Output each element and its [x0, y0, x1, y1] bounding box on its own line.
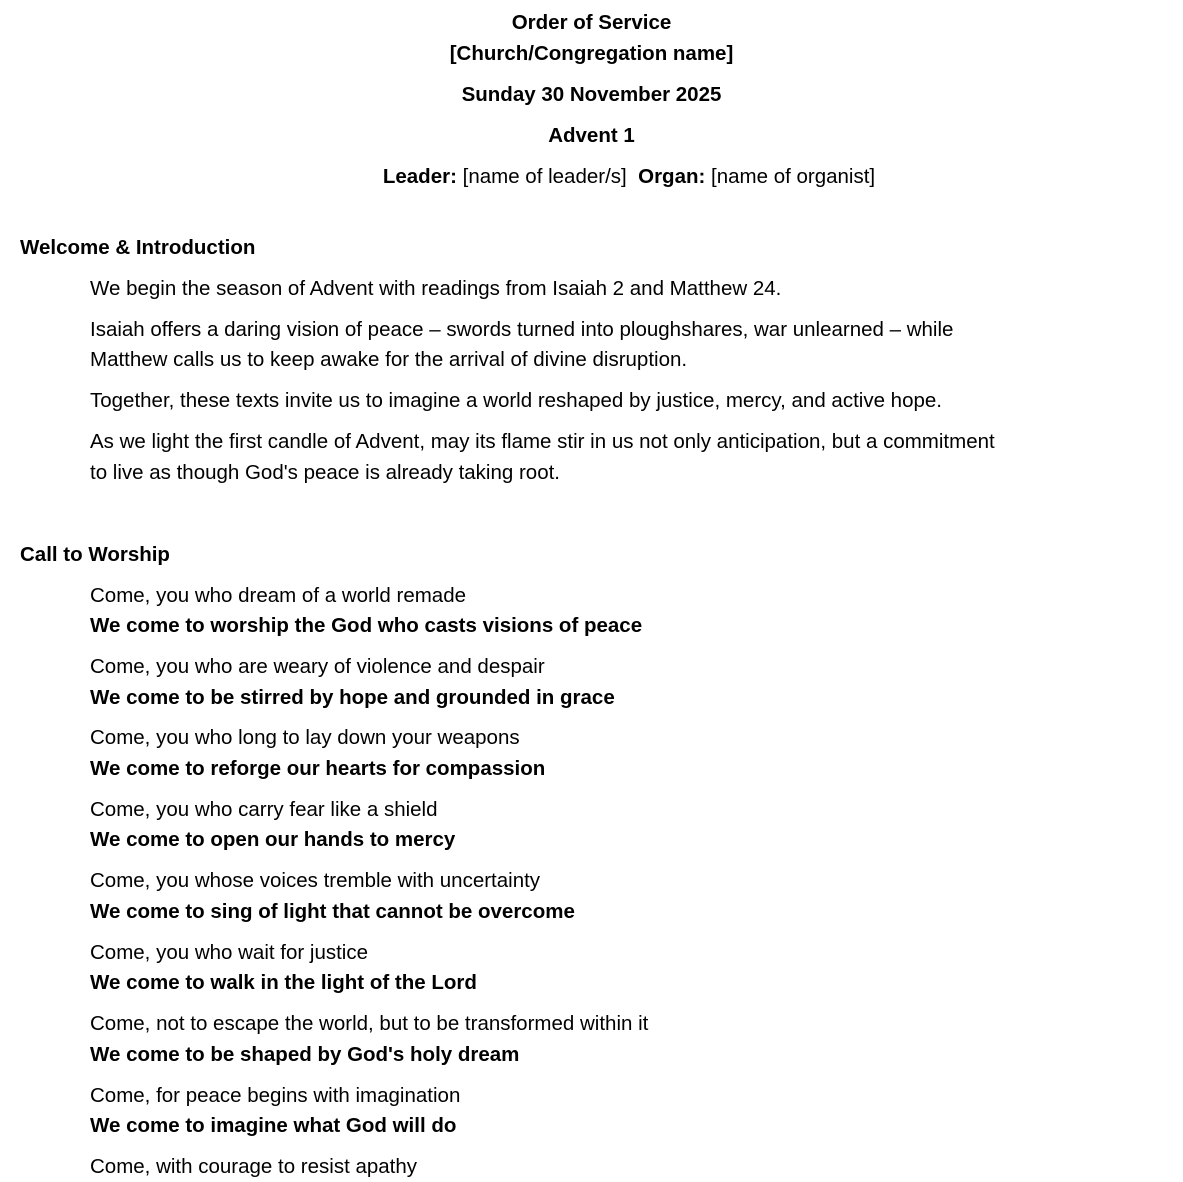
leader-line: Come, you who are weary of violence and despair: [90, 655, 545, 678]
organ-label: Organ:: [638, 165, 706, 188]
response-line: We come to walk in the light of the Lord: [90, 971, 477, 994]
service-date: Sunday 30 November 2025: [461, 83, 722, 106]
response-line: We come to reforge our hearts for compassion: [90, 757, 546, 780]
leader-organ-line: [0, 162, 1183, 192]
leader-line: Come, with courage to resist apathy: [90, 1155, 418, 1178]
section-heading-welcome: Welcome & Introduction: [20, 236, 256, 259]
organ-value: [name of organist]: [705, 165, 876, 188]
response-line: We come to worship the God who casts visions of peace: [90, 614, 643, 637]
leader-line: Come, for peace begins with imagination: [90, 1084, 461, 1107]
leader-label: Leader:: [382, 165, 457, 188]
welcome-paragraph-line: As we light the first candle of Advent, may its flame stir in us not only anticipation, but a commitment: [90, 430, 995, 453]
response-line: We come to be stirred by hope and grounded in grace: [90, 686, 615, 709]
response-line: We come to open our hands to mercy: [90, 828, 456, 851]
document-title: Order of Service: [511, 11, 672, 34]
response-line: We come to be shaped by God's holy dream: [90, 1043, 520, 1066]
response-line: We come to sing of light that cannot be overcome: [90, 900, 575, 923]
section-heading-call-to-worship: Call to Worship: [20, 543, 170, 566]
leader-line: Come, you who long to lay down your weapons: [90, 726, 520, 749]
welcome-paragraph-line: Isaiah offers a daring vision of peace – swords turned into ploughshares, war unlearned – while: [90, 318, 954, 341]
welcome-paragraph-line: to live as though God's peace is already taking root.: [90, 461, 560, 484]
leader-line: Come, not to escape the world, but to be transformed within it: [90, 1012, 649, 1035]
leader-value: [name of leader/s]: [456, 165, 627, 188]
welcome-paragraph-line: Together, these texts invite us to imagine a world reshaped by justice, mercy, and active hope.: [90, 389, 942, 412]
leader-line: Come, you whose voices tremble with uncertainty: [90, 869, 541, 892]
leader-line: Come, you who carry fear like a shield: [90, 798, 438, 821]
welcome-paragraph-line: We begin the season of Advent with readings from Isaiah 2 and Matthew 24.: [90, 277, 782, 300]
congregation-name: [Church/Congregation name]: [449, 42, 734, 65]
leader-line: Come, you who dream of a world remade: [90, 584, 467, 607]
response-line: We come to imagine what God will do: [90, 1114, 457, 1137]
leader-line: Come, you who wait for justice: [90, 941, 369, 964]
welcome-paragraph-line: Matthew calls us to keep awake for the arrival of divine disruption.: [90, 348, 688, 371]
service-occasion: Advent 1: [548, 124, 635, 147]
